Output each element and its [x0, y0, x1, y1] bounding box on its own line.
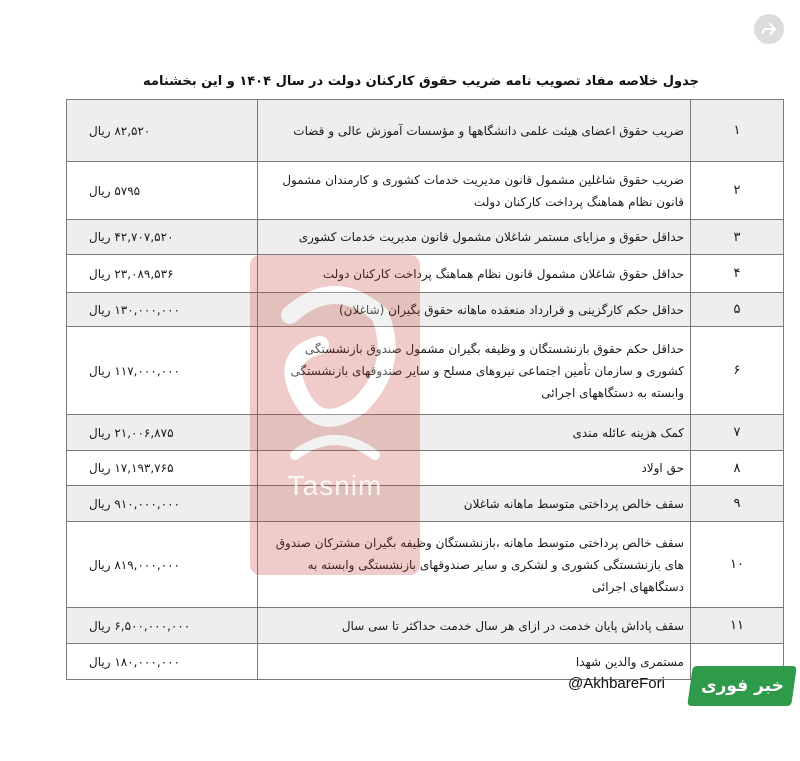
row-value: ۸۲,۵۲۰ ریال — [67, 100, 258, 162]
row-value: ۱۷,۱۹۳,۷۶۵ ریال — [67, 451, 258, 486]
row-value: ۵۷۹۵ ریال — [67, 162, 258, 220]
row-value: ۴۲,۷۰۷,۵۲۰ ریال — [67, 220, 258, 255]
table-row — [67, 220, 784, 255]
logo-text: خبر فوری — [700, 676, 784, 696]
row-number: ۲ — [691, 162, 784, 220]
row-number: ۱۱ — [691, 608, 784, 644]
row-value: ۱۸۰,۰۰۰,۰۰۰ ریال — [67, 644, 258, 680]
row-number: ۹ — [691, 486, 784, 522]
row-description: حداقل حقوق شاغلان مشمول قانون نظام هماهنگ پرداخت کارکنان دولت — [258, 255, 691, 293]
row-description: سقف خالص پرداختی متوسط ماهانه شاغلان — [258, 486, 691, 522]
row-value: ۶,۵۰۰,۰۰۰,۰۰۰ ریال — [67, 608, 258, 644]
table-row — [67, 327, 784, 415]
row-description: حداقل حقوق و مزایای مستمر شاغلان مشمول قانون مدیریت خدمات کشوری — [258, 220, 691, 255]
table-row — [67, 608, 784, 644]
salary-table — [66, 99, 784, 680]
row-number: ۶ — [691, 327, 784, 415]
row-description: ضریب حقوق اعضای هیئت علمی دانشگاهها و مؤسسات آموزش عالی و قضات — [258, 100, 691, 162]
row-description: حداقل حکم حقوق بازنشستگان و وظیفه بگیران مشمول صندوق بازنشستگی کشوری و سازمان تأمین اجتماعی نیروهای مسلح و سایر صندوقهای بازنشستگی وابسته به دستگاههای اجرائی — [258, 327, 691, 415]
table-row — [67, 415, 784, 451]
row-description: سقف خالص پرداختی متوسط ماهانه ،بازنشستگان وظیفه بگیران مشترکان صندوق های بازنشستگی کشوری و لشکری و سایر صندوقهای بازنشستگی وابسته به دستگاههای اجرائی — [258, 522, 691, 608]
row-description: حداقل حکم کارگزینی و قرارداد منعقده ماهانه حقوق بگیران (شاغلان) — [258, 293, 691, 327]
row-description: حق اولاد — [258, 451, 691, 486]
share-button[interactable] — [754, 14, 784, 44]
row-value: ۲۱,۰۰۶,۸۷۵ ریال — [67, 415, 258, 451]
table-row — [67, 162, 784, 220]
share-icon — [761, 21, 777, 37]
footer-handle: @AkhbareFori — [568, 675, 665, 692]
row-value: ۸۱۹,۰۰۰,۰۰۰ ریال — [67, 522, 258, 608]
row-number: ۱ — [691, 100, 784, 162]
watermark-brand-text: Tasnim — [287, 470, 383, 501]
row-value: ۱۱۷,۰۰۰,۰۰۰ ریال — [67, 327, 258, 415]
table-row — [67, 100, 784, 162]
row-description: ضریب حقوق شاغلین مشمول قانون مدیریت خدمات کشوری و کارمندان مشمول قانون نظام هماهنگ پرداخت کارکنان دولت — [258, 162, 691, 220]
row-number: ۷ — [691, 415, 784, 451]
table-row — [67, 644, 784, 680]
row-value: ۲۳,۰۸۹,۵۳۶ ریال — [67, 255, 258, 293]
table-title: جدول خلاصه مفاد تصویب نامه ضریب حقوق کارکنان دولت در سال ۱۴۰۴ و این بخشنامه — [143, 74, 699, 89]
row-number: ۵ — [691, 293, 784, 327]
row-value: ۹۱۰,۰۰۰,۰۰۰ ریال — [67, 486, 258, 522]
akhbar-fori-logo — [687, 666, 797, 706]
table-row — [67, 486, 784, 522]
table-row — [67, 522, 784, 608]
row-value: ۱۳۰,۰۰۰,۰۰۰ ریال — [67, 293, 258, 327]
table-row — [67, 255, 784, 293]
table-row — [67, 451, 784, 486]
row-number: ۳ — [691, 220, 784, 255]
table-row — [67, 293, 784, 327]
row-number: ۴ — [691, 255, 784, 293]
row-description: مستمری والدین شهدا — [258, 644, 691, 680]
row-description: سقف پاداش پایان خدمت در ازای هر سال خدمت حداکثر تا سی سال — [258, 608, 691, 644]
row-number: ۱۰ — [691, 522, 784, 608]
row-description: کمک هزینه عائله مندی — [258, 415, 691, 451]
row-number: ۸ — [691, 451, 784, 486]
